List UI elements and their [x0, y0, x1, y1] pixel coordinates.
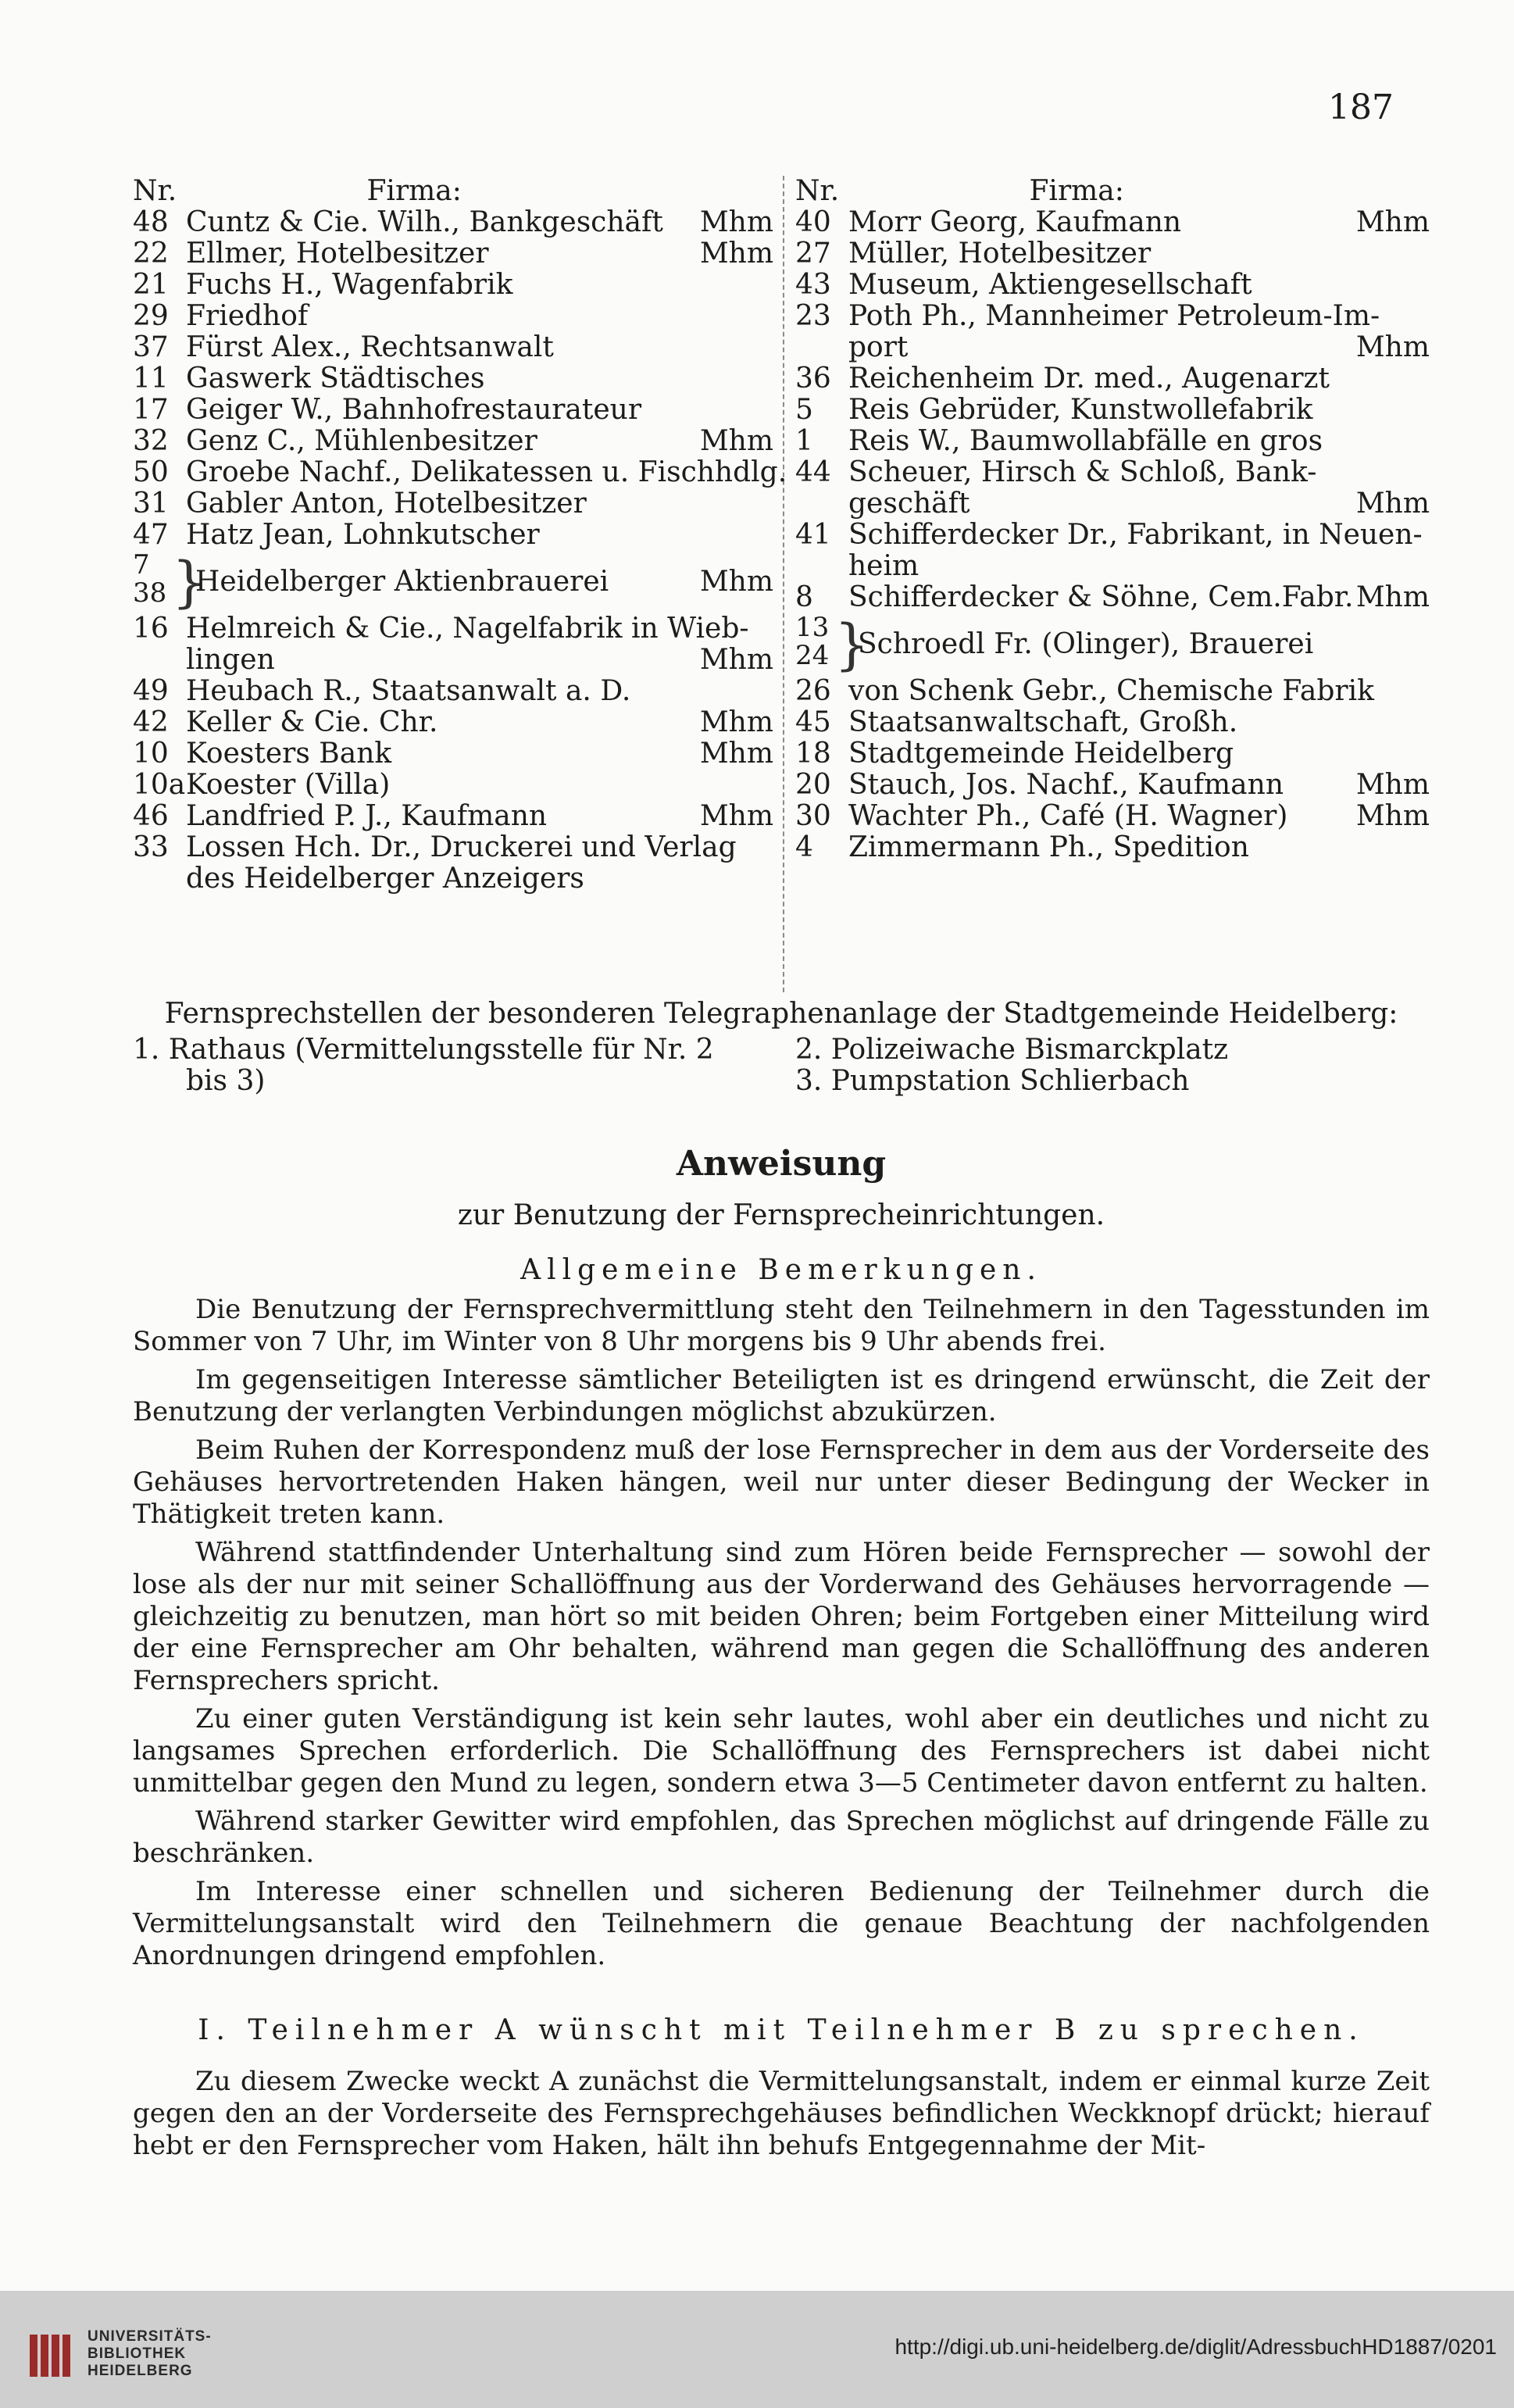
directory-left-column — [133, 175, 787, 895]
entry-number: 10 — [133, 738, 169, 770]
directory-entry — [133, 238, 773, 270]
directory-entry — [795, 832, 1430, 863]
entry-location: Mhm — [1355, 488, 1430, 520]
section-heading: Allgemeine Bemerkungen. — [520, 1254, 1042, 1286]
entry-number: 48 — [133, 206, 169, 238]
directory-entry-paired — [795, 613, 1430, 676]
entry-number: 44 — [795, 456, 831, 488]
directory-entry — [133, 738, 773, 770]
column-header — [133, 176, 773, 207]
directory-entry — [133, 395, 773, 426]
telegraph-stations — [133, 999, 1430, 1097]
entry-name: Reis Gebrüder, Kunstwollefabrik — [848, 394, 1313, 426]
directory-entry — [133, 801, 773, 832]
directory-entry-paired — [133, 551, 773, 613]
telegraph-entry-continued: bis 3) — [186, 1065, 266, 1097]
entry-number: 26 — [795, 675, 831, 707]
brace-glyph: } — [172, 550, 207, 614]
library-name-line: HEIDELBERG — [87, 2363, 193, 2379]
entry-number: 40 — [795, 206, 831, 238]
brace-glyph: } — [834, 613, 869, 677]
entry-number: 31 — [133, 488, 169, 520]
entry-name: Geiger W., Bahnhofrestaurateur — [186, 394, 642, 426]
directory-entry — [795, 582, 1430, 613]
entry-name: Keller & Cie. Chr. — [186, 706, 438, 738]
entry-number: 30 — [795, 800, 831, 832]
entry-name: Helmreich & Cie., Nagelfabrik in Wieb- — [186, 613, 749, 645]
library-name — [87, 2328, 212, 2380]
instructions-title: Anweisung — [676, 1144, 887, 1184]
paragraph: Beim Ruhen der Korrespondenz muß der lose Fernsprecher in dem aus der Vorderseite des Gehäuses hervortretenden Haken hängen, weil nur unter dieser Bedingung der Wecker in Thätigkeit treten kann. — [133, 1434, 1430, 1530]
directory-entry — [133, 613, 773, 645]
entry-name: Gabler Anton, Hotelbesitzer — [186, 488, 587, 520]
entry-number: 47 — [133, 519, 169, 551]
entry-number: 5 — [795, 394, 813, 426]
directory-entry — [133, 520, 773, 551]
entry-name: Cuntz & Cie. Wilh., Bankgeschäft — [186, 206, 663, 238]
entry-number: 17 — [133, 394, 169, 426]
entry-name: Stauch, Jos. Nachf., Kaufmann — [848, 769, 1284, 801]
entry-name: Poth Ph., Mannheimer Petroleum-Im- — [848, 300, 1380, 332]
entry-number: 10a — [133, 769, 186, 801]
directory-entry — [133, 301, 773, 332]
telegraph-left — [133, 1034, 773, 1097]
entry-location: Mhm — [1355, 331, 1430, 363]
entry-number: 45 — [795, 706, 831, 738]
directory-entry — [795, 426, 1430, 457]
entry-name: Genz C., Mühlenbesitzer — [186, 425, 537, 457]
entry-name: Heubach R., Staatsanwalt a. D. — [186, 675, 631, 707]
directory-entry — [795, 395, 1430, 426]
entry-name: Reichenheim Dr. med., Augenarzt — [848, 363, 1330, 395]
directory-entry — [795, 363, 1430, 395]
entry-name: Lossen Hch. Dr., Druckerei und Verlag — [186, 831, 737, 863]
entry-name: Reis W., Baumwollabfälle en gros — [848, 425, 1323, 457]
entry-number: 36 — [795, 363, 831, 395]
library-logo-icon — [23, 2328, 78, 2383]
entry-name-continued: lingen — [186, 644, 275, 676]
directory-entry — [133, 676, 773, 707]
directory-entry — [133, 770, 773, 801]
entry-name: Morr Georg, Kaufmann — [848, 206, 1182, 238]
entry-number: 46 — [133, 800, 169, 832]
paragraph: Während stattfindender Unterhaltung sind zum Hören beide Fernsprecher — sowohl der lose als der nur mit seiner Schallöffnung aus der Vorderwand des Gehäuses hervorragende — gleichzeitig zu benutzen, man hört so mit beiden Ohren; beim Fortgeben einer Mitteilung wird der eine Fernsprecher am Ohr behalten, während man gegen die Schallöffnung des anderen Fernsprechers spricht. — [133, 1537, 1430, 1696]
directory-entry — [133, 456, 787, 488]
directory-entry — [795, 207, 1430, 238]
entry-number: 43 — [795, 269, 831, 301]
entry-number: 7 — [133, 549, 150, 581]
entry-number: 16 — [133, 613, 169, 645]
entry-name: Groebe Nachf., Delikatessen u. Fischhdlg. — [186, 456, 787, 488]
paragraph: Die Benutzung der Fernsprechvermittlung steht den Teilnehmern in den Tagesstunden im Sommer von 7 Uhr, im Winter von 8 Uhr morgens bis 9 Uhr abends frei. — [133, 1294, 1430, 1357]
paragraph: Im gegenseitigen Interesse sämtlicher Beteiligten ist es dringend erwünscht, die Zeit der Benutzung der verlangten Verbindungen möglichst abzukürzen. — [133, 1364, 1430, 1427]
entry-number: 38 — [133, 577, 167, 609]
paragraph: Zu einer guten Verständigung ist kein sehr lautes, wohl aber ein deutliches und nicht zu langsames Sprechen erforderlich. Die Schallöffnung des Fernsprechers ist dabei nicht unmittelbar gegen den Mund zu legen, sondern etwa 3—5 Centimeter davon entfernt zu halten. — [133, 1703, 1430, 1799]
entry-location: Mhm — [699, 425, 773, 457]
paragraph: Während starker Gewitter wird empfohlen, das Sprechen möglichst auf dringende Fälle zu beschränken. — [133, 1806, 1430, 1869]
directory-entry — [795, 707, 1430, 738]
telegraph-entry: 1. Rathaus (Vermittelungsstelle für Nr. 2 — [133, 1034, 714, 1066]
entry-name: Hatz Jean, Lohnkutscher — [186, 519, 540, 551]
entry-name: Fürst Alex., Rechtsanwalt — [186, 331, 554, 363]
section-heading: I. Teilnehmer A wünscht mit Teilnehmer B zu sprechen. — [198, 2014, 1365, 2046]
header-nr: Nr. — [133, 175, 177, 207]
entry-number: 4 — [795, 831, 813, 863]
directory-entry — [133, 270, 773, 301]
directory-entry — [133, 426, 773, 457]
entry-name: Schifferdecker Dr., Fabrikant, in Neuen- — [848, 519, 1423, 551]
instructions-subtitle: zur Benutzung der Fernsprecheinrichtungen. — [457, 1199, 1105, 1231]
entry-name: Landfried P. J., Kaufmann — [186, 800, 548, 832]
directory-entry — [795, 270, 1430, 301]
entry-number: 29 — [133, 300, 169, 332]
directory-entry — [795, 676, 1430, 707]
entry-number: 49 — [133, 675, 169, 707]
entry-location: Mhm — [1355, 206, 1430, 238]
header-firma: Firma: — [1029, 175, 1124, 207]
header-nr: Nr. — [795, 175, 840, 207]
directory-entry — [795, 520, 1430, 551]
entry-name: Schroedl Fr. (Olinger), Brauerei — [858, 628, 1314, 660]
source-url-link[interactable]: http://digi.ub.uni-heidelberg.de/diglit/AdressbuchHD1887/0201 — [894, 2335, 1497, 2359]
entry-number: 50 — [133, 456, 169, 488]
entry-name: Koesters Bank — [186, 738, 392, 770]
entry-name: Gaswerk Städtisches — [186, 363, 485, 395]
telegraph-list — [133, 1034, 1430, 1097]
library-name-line: UNIVERSITÄTS- — [87, 2328, 212, 2345]
entry-number: 41 — [795, 519, 831, 551]
telegraph-entry: 2. Polizeiwache Bismarckplatz — [795, 1034, 1229, 1066]
entry-number: 13 — [795, 612, 830, 643]
entry-name: Müller, Hotelbesitzer — [848, 238, 1152, 270]
entry-location: Mhm — [1355, 800, 1430, 832]
entry-number: 33 — [133, 831, 169, 863]
entry-number: 27 — [795, 238, 831, 270]
entry-location: Mhm — [699, 206, 773, 238]
entry-location: Mhm — [1355, 581, 1430, 613]
directory-entry — [795, 801, 1430, 832]
telegraph-right — [795, 1034, 1430, 1097]
entry-name: Heidelberger Aktienbrauerei — [195, 566, 609, 598]
entry-number: 8 — [795, 581, 813, 613]
directory-entry-continuation — [133, 645, 773, 676]
entry-number: 24 — [795, 640, 830, 671]
column-header — [795, 176, 1430, 207]
directory-entry-continuation — [133, 863, 773, 895]
directory-entry — [133, 363, 773, 395]
telegraph-heading: Fernsprechstellen der besonderen Telegraphenanlage der Stadtgemeinde Heidelberg: — [164, 998, 1398, 1030]
header-firma: Firma: — [366, 175, 462, 207]
telegraph-entry: 3. Pumpstation Schlierbach — [795, 1065, 1190, 1097]
entry-location: Mhm — [699, 644, 773, 676]
entry-name: von Schenk Gebr., Chemische Fabrik — [848, 675, 1374, 707]
instructions-section — [133, 1141, 1430, 2168]
entry-location: Mhm — [699, 706, 773, 738]
entry-number: 37 — [133, 331, 169, 363]
directory-entry — [133, 332, 773, 363]
directory-entry — [133, 207, 773, 238]
entry-number: 32 — [133, 425, 169, 457]
entry-name: Koester (Villa) — [186, 769, 391, 801]
column-divider — [783, 176, 784, 992]
entry-name: Staatsanwaltschaft, Großh. — [848, 706, 1238, 738]
entry-location: Mhm — [699, 566, 773, 598]
entry-name-continued: des Heidelberger Anzeigers — [186, 863, 584, 895]
directory-entry-continuation — [795, 332, 1430, 363]
entry-number-pair — [795, 613, 834, 670]
directory-entry — [795, 738, 1430, 770]
entry-number: 21 — [133, 269, 169, 301]
entry-name-continued: heim — [848, 550, 919, 582]
directory-entry — [795, 457, 1430, 488]
directory-entry — [133, 707, 773, 738]
entry-location: Mhm — [699, 738, 773, 770]
entry-name: Fuchs H., Wagenfabrik — [186, 269, 513, 301]
directory-entry — [133, 832, 773, 863]
entry-number-pair — [133, 551, 172, 607]
entry-number: 11 — [133, 363, 169, 395]
paragraph: Im Interesse einer schnellen und sicheren Bedienung der Teilnehmer durch die Vermittelungsanstalt wird den Teilnehmern die genaue Beachtung der nachfolgenden Anordnungen dringend empfohlen. — [133, 1876, 1430, 1971]
entry-number: 20 — [795, 769, 831, 801]
entry-number: 18 — [795, 738, 831, 770]
entry-name: Museum, Aktiengesellschaft — [848, 269, 1252, 301]
entry-name-continued: port — [848, 331, 909, 363]
entry-name: Ellmer, Hotelbesitzer — [186, 238, 489, 270]
entry-name: Scheuer, Hirsch & Schloß, Bank- — [848, 456, 1317, 488]
entry-number: 42 — [133, 706, 169, 738]
directory-right-column — [795, 176, 1430, 863]
entry-location: Mhm — [699, 238, 773, 270]
entry-name-continued: geschäft — [848, 488, 970, 520]
library-name-line: BIBLIOTHEK — [87, 2345, 187, 2362]
entry-number: 1 — [795, 425, 813, 457]
directory-entry — [795, 301, 1430, 332]
directory-entry — [133, 488, 773, 520]
entry-number: 23 — [795, 300, 831, 332]
entry-name: Friedhof — [186, 300, 309, 332]
entry-name: Schifferdecker & Söhne, Cem.Fabr. — [848, 581, 1354, 613]
entry-name: Zimmermann Ph., Spedition — [848, 831, 1249, 863]
paragraph: Zu diesem Zwecke weckt A zunächst die Vermittelungsanstalt, indem er einmal kurze Zeit gegen den an der Vorderseite des Fernsprechgehäuses befindlichen Weckknopf drückt; hierauf hebt er den Fernsprecher vom Haken, hält ihn behufs Entgegennahme der Mit- — [133, 2066, 1430, 2161]
entry-location: Mhm — [699, 800, 773, 832]
entry-number: 22 — [133, 238, 169, 270]
entry-name: Stadtgemeinde Heidelberg — [848, 738, 1234, 770]
directory-entry-continuation — [795, 488, 1430, 520]
directory-entry-continuation — [795, 551, 1430, 582]
entry-location: Mhm — [1355, 769, 1430, 801]
entry-name: Wachter Ph., Café (H. Wagner) — [848, 800, 1288, 832]
directory-entry — [795, 238, 1430, 270]
page-number: 187 — [1328, 88, 1394, 127]
footer-bar — [0, 2291, 1514, 2408]
directory-entry — [795, 770, 1430, 801]
